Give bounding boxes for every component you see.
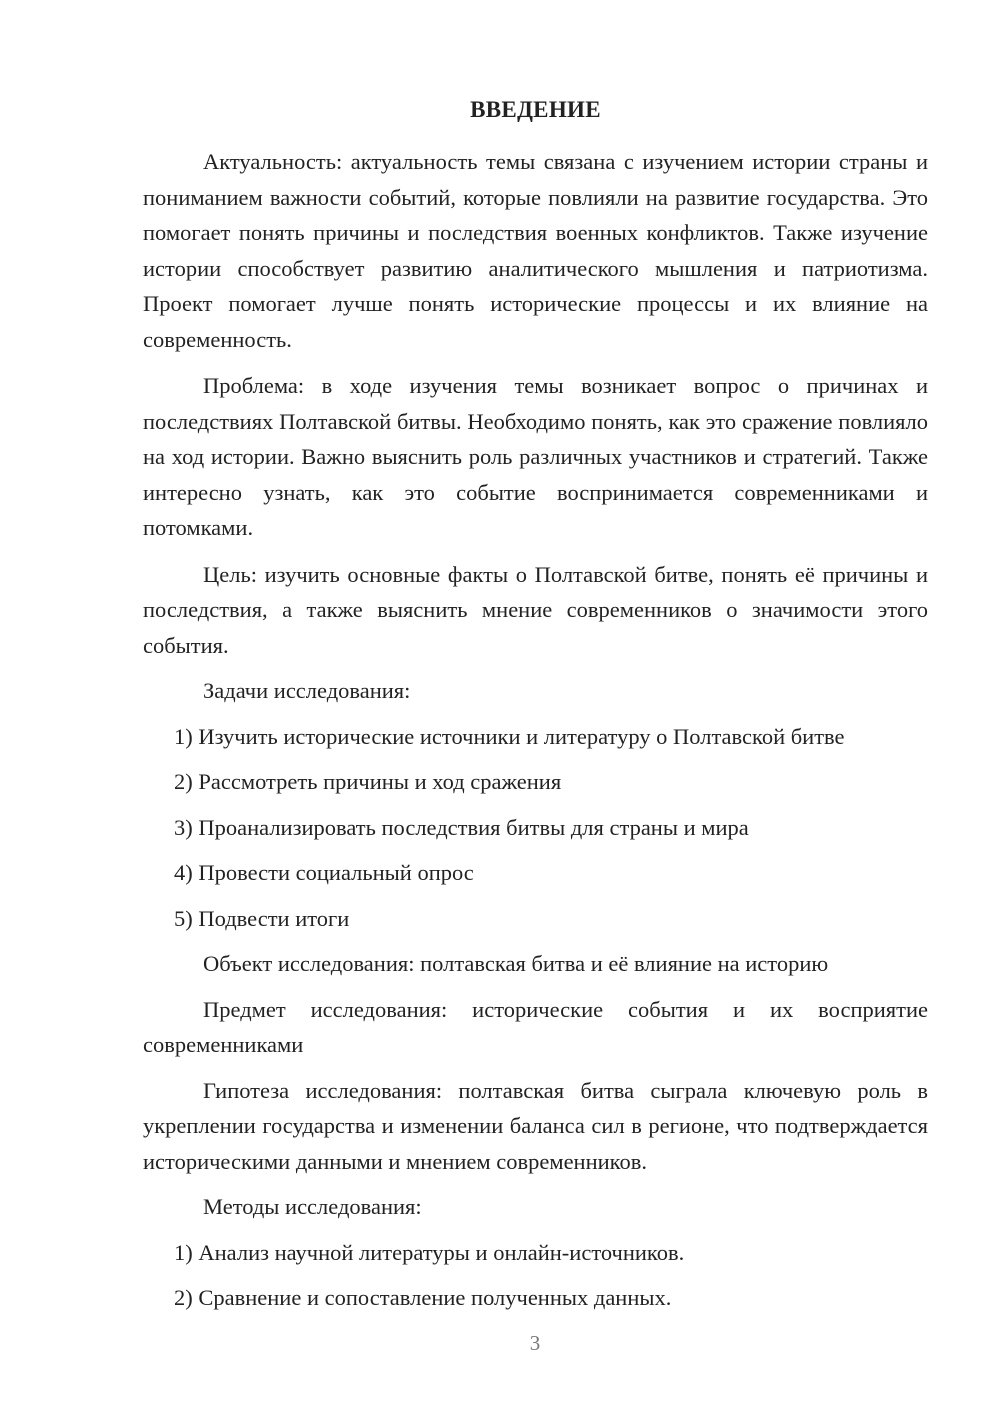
list-item: 1) Анализ научной литературы и онлайн-источников. — [174, 1239, 685, 1265]
list-item: 3) Проанализировать последствия битвы для страны и мира — [174, 814, 749, 840]
methods-list — [143, 1235, 928, 1316]
list-item: 5) Подвести итоги — [174, 905, 350, 931]
relevance-paragraph: Актуальность: актуальность темы связана с изучением истории страны и пониманием важности событий, которые повлияли на развитие государства. Это помогает понять причины и последствия военных конфликтов. Также изучение истории способствует развитию аналитического мышления и патриотизма. Проект помогает лучше понять исторические процессы и их влияние на современность. — [143, 149, 928, 352]
document-page — [143, 94, 928, 1316]
page-number: 3 — [529, 1331, 541, 1355]
problem-paragraph: Проблема: в ходе изучения темы возникает вопрос о причинах и последствиях Полтавской битвы. Необходимо понять, как это сражение повлияло на ход истории. Важно выяснить роль различных участников и стратегий. Также интересно узнать, как это событие воспринимается современниками и потомками. — [143, 373, 928, 540]
methods-title: Методы исследования: — [203, 1194, 422, 1219]
list-item: 2) Рассмотреть причины и ход сражения — [174, 769, 562, 794]
subject-paragraph: Предмет исследования: исторические события и их восприятие современниками — [143, 996, 928, 1057]
list-item: 4) Провести социальный опрос — [174, 860, 474, 885]
list-item: 2) Сравнение и сопоставление полученных данных. — [174, 1285, 672, 1310]
object-paragraph: Объект исследования: полтавская битва и её влияние на историю — [203, 951, 829, 976]
goal-paragraph: Цель: изучить основные факты о Полтавской битве, понять её причины и последствия, а также выяснить мнение современников о значимости этого события. — [143, 561, 928, 658]
tasks-title: Задачи исследования: — [203, 678, 411, 703]
list-item: 1) Изучить исторические источники и литературу о Полтавской битве — [174, 723, 845, 749]
tasks-list — [143, 719, 928, 937]
page-title: ВВЕДЕНИЕ — [470, 97, 601, 122]
hypothesis-paragraph: Гипотеза исследования: полтавская битва сыграла ключевую роль в укреплении государства и изменении баланса сил в регионе, что подтверждается историческими данными и мнением современников. — [143, 1077, 928, 1174]
